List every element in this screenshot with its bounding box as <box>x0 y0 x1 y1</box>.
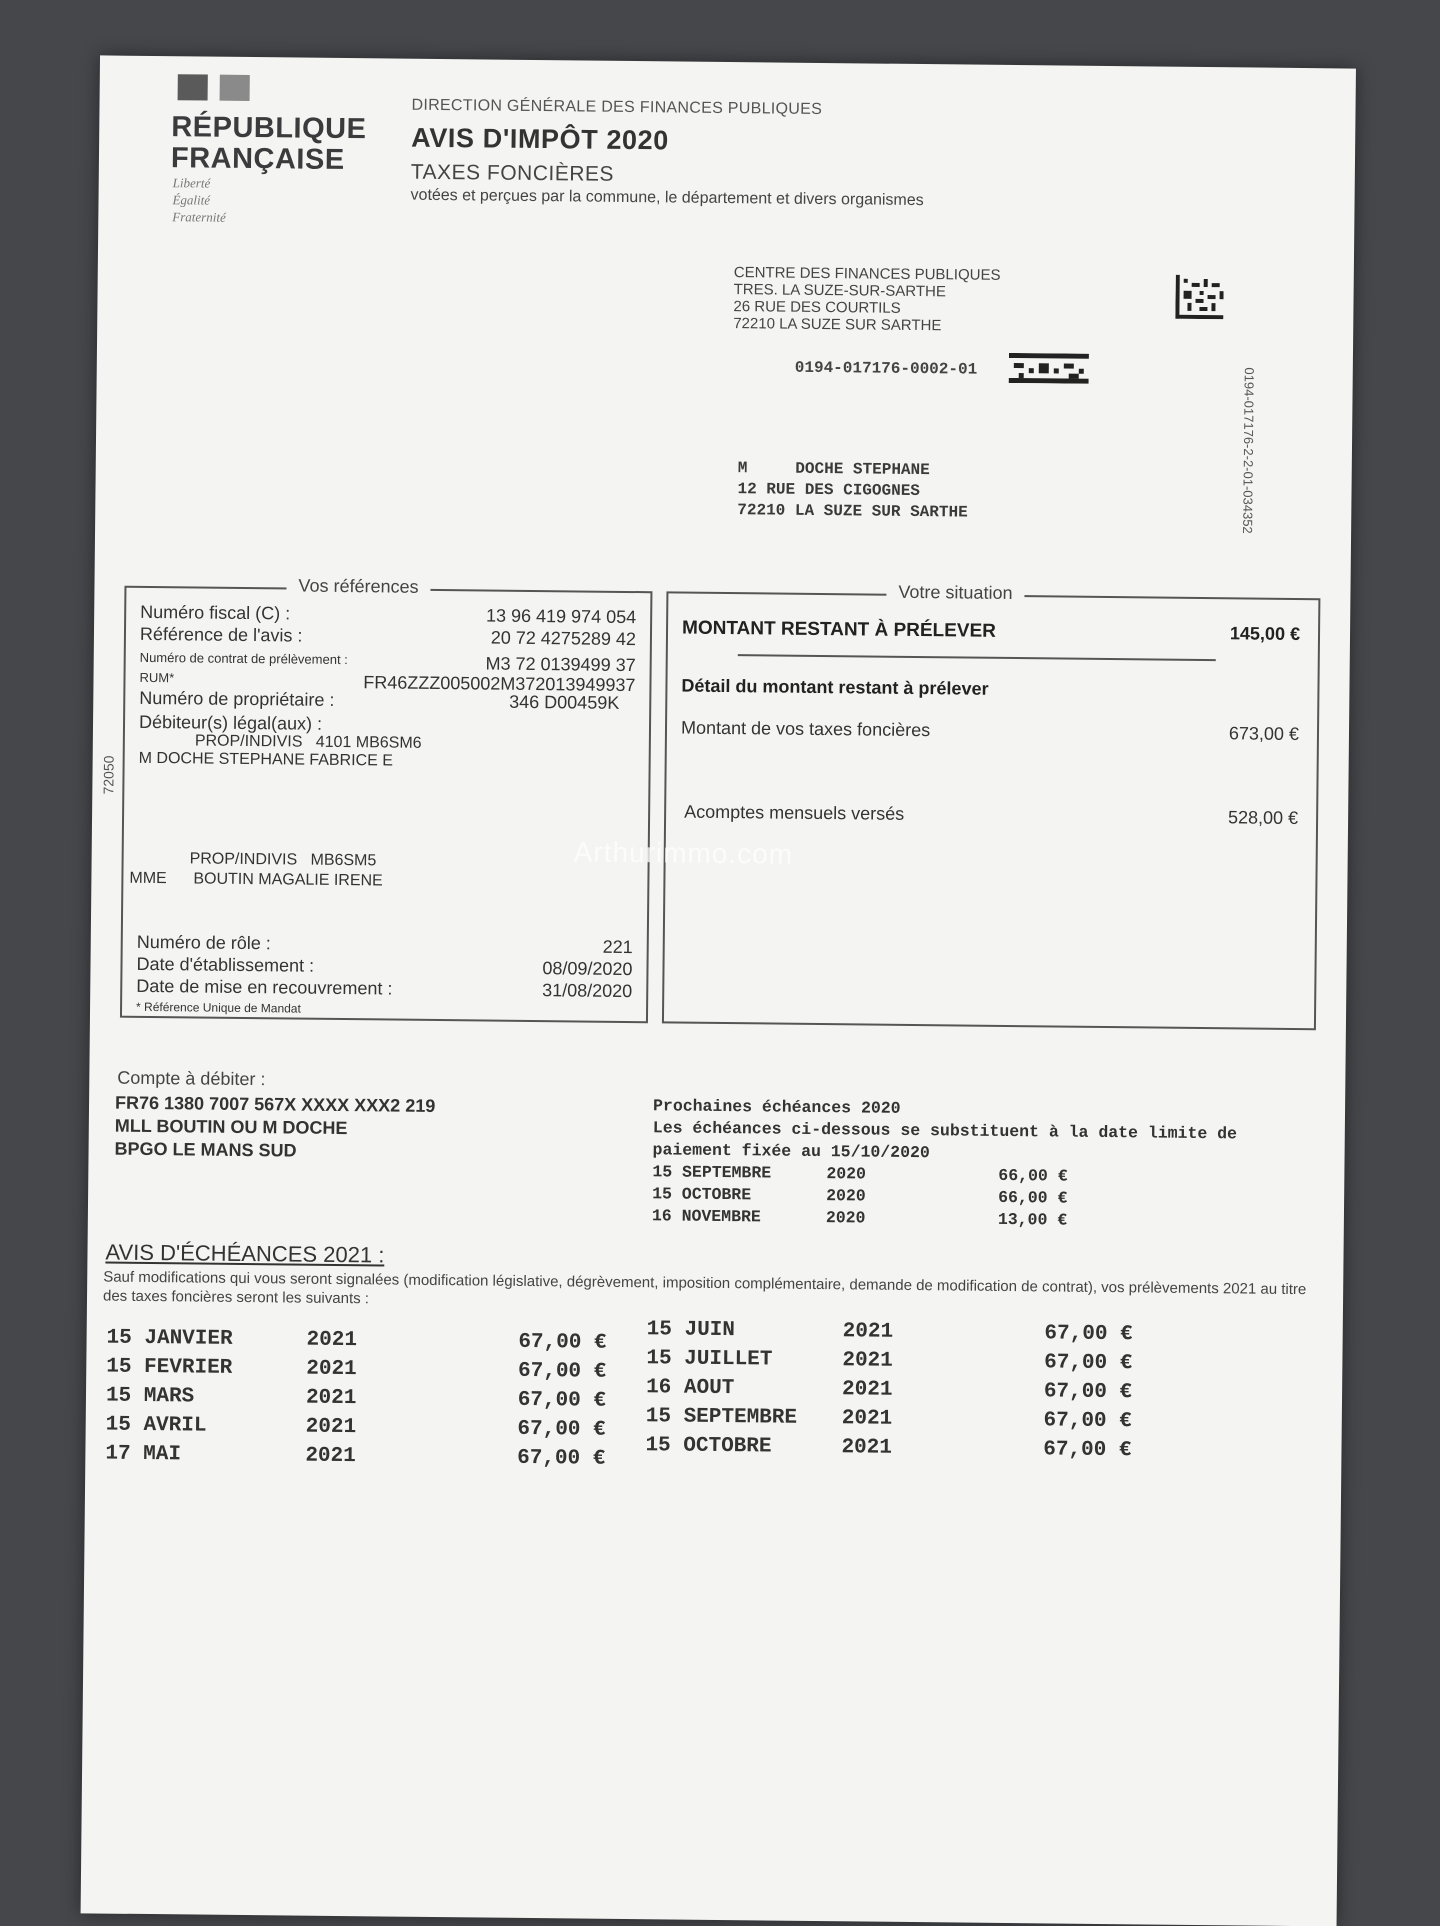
recipient-address: M DOCHE STEPHANE 12 RUE DES CIGOGNES 72210 LA SUZE SUR SARTHE <box>737 459 968 522</box>
payment-row: 15 SEPTEMBRE 2020 66,00 € <box>652 1162 1068 1186</box>
remaining-amount-title: MONTANT RESTANT À PRÉLEVER <box>681 617 997 642</box>
document-description: votées et perçues par la commune, le département et divers organismes <box>410 186 924 210</box>
notice-reference-number: 0194-017176-0002-01 <box>794 358 978 379</box>
schedule-row: 15 OCTOBRE 2021 67,00 € <box>645 1434 1132 1463</box>
remaining-detail-heading: Détail du montant restant à prélever <box>681 675 989 699</box>
payment-row: 16 NOVEMBRE 2020 13,00 € <box>651 1206 1068 1230</box>
iban: FR76 1380 7007 567X XXXX XXX2 219 <box>114 1092 436 1116</box>
datamatrix-code-icon <box>1175 275 1223 320</box>
republic-motto: Liberté Égalité Fraternité <box>172 175 226 225</box>
schedule-2021-title: AVIS D'ÉCHÉANCES 2021 : <box>105 1239 385 1268</box>
schedule-row: 15 MARS 2021 67,00 € <box>105 1384 607 1413</box>
debtor1-name: M DOCHE STEPHANE FABRICE E <box>138 749 394 770</box>
situation-box <box>662 581 1320 1030</box>
references-legend: Vos références <box>286 575 430 598</box>
debit-account <box>114 1092 435 1164</box>
schedule-2021-right <box>645 1315 1132 1465</box>
situation-legend: Votre situation <box>886 582 1024 604</box>
watermark: Arthurimmo.com <box>573 836 794 870</box>
recovery-date-label: Date de mise en recouvrement : <box>136 975 393 999</box>
rum-footnote: * Référence Unique de Mandat <box>135 999 301 1016</box>
debtor2-status: PROP/INDIVIS MB6SM5 <box>189 850 377 870</box>
marianne-logo <box>178 74 250 101</box>
republique-francaise-label: RÉPUBLIQUE FRANÇAISE <box>170 111 367 176</box>
remaining-amount: 145,00 € <box>1229 623 1301 645</box>
property-tax-label: Montant de vos taxes foncières <box>680 717 931 741</box>
document-title: AVIS D'IMPÔT 2020 <box>411 122 670 156</box>
contract-label: Numéro de contrat de prélèvement : <box>139 649 348 668</box>
property-tax-amount: 673,00 € <box>1228 723 1300 745</box>
side-department-code: 72050 <box>100 755 117 795</box>
rum-value: FR46ZZZ005002M372013949937 <box>363 672 636 696</box>
tax-notice-paper <box>81 55 1356 1926</box>
fiscal-number: 13 96 419 974 054 <box>485 605 637 628</box>
schedule-row: 15 JUILLET 2021 67,00 € <box>646 1347 1133 1376</box>
schedule-row: 16 AOUT 2021 67,00 € <box>645 1376 1133 1405</box>
debtor1-status: PROP/INDIVIS 4101 MB6SM6 <box>194 732 422 752</box>
role-label: Numéro de rôle : <box>136 931 271 954</box>
divider <box>738 654 1216 661</box>
establishment-date-label: Date d'établissement : <box>136 953 315 976</box>
establishment-date: 08/09/2020 <box>542 958 633 980</box>
debit-account-label: Compte à débiter : <box>117 1067 266 1090</box>
role-number: 221 <box>602 936 633 958</box>
account-holder: MLL BOUTIN OU M DOCHE <box>114 1115 348 1139</box>
schedule-2021-text: Sauf modifications qui vous seront signalées (modification législative, dégrèvement, imposition complémentaire, demande de modification de contrat), vos prélèvements 2021 au titre des taxes foncières seront les suivants : <box>102 1268 1307 1308</box>
schedule-2021-left <box>105 1324 606 1474</box>
schedule-row: 17 MAI 2021 67,00 € <box>105 1442 606 1471</box>
references-box <box>120 575 652 1024</box>
rum-label: RUM* <box>139 669 175 686</box>
upcoming-payments-title: Prochaines échéances 2020 <box>652 1096 901 1118</box>
schedule-row: 15 JANVIER 2021 67,00 € <box>106 1326 607 1355</box>
upcoming-payments-2020 <box>652 1095 1238 1233</box>
owner-number: 346 D00459K <box>509 691 620 713</box>
owner-number-label: Numéro de propriétaire : <box>139 687 335 710</box>
schedule-row: 15 AVRIL 2021 67,00 € <box>105 1413 606 1442</box>
schedule-row: 15 SEPTEMBRE 2021 67,00 € <box>645 1405 1132 1434</box>
schedule-row: 15 JUIN 2021 67,00 € <box>646 1318 1133 1347</box>
debtors-label: Débiteur(s) légal(aux) : <box>138 711 323 734</box>
barcode-icon <box>1009 353 1089 384</box>
recovery-date: 31/08/2020 <box>542 980 633 1002</box>
notice-ref: 20 72 4275289 42 <box>490 627 637 650</box>
notice-ref-label: Référence de l'avis : <box>139 623 303 646</box>
payment-row: 15 OCTOBRE 2020 66,00 € <box>652 1184 1068 1208</box>
schedule-row: 15 FEVRIER 2021 67,00 € <box>106 1355 607 1384</box>
debtor2-name: MME BOUTIN MAGALIE IRENE <box>129 869 383 890</box>
tax-centre-address: CENTRE DES FINANCES PUBLIQUES TRES. LA SUZE-SUR-SARTHE 26 RUE DES COURTILS 72210 LA SUZE SUR SARTHE <box>733 264 1001 335</box>
monthly-payments-label: Acomptes mensuels versés <box>684 801 905 824</box>
monthly-payments-amount: 528,00 € <box>1227 807 1299 829</box>
fiscal-number-label: Numéro fiscal (C) : <box>140 601 291 624</box>
upcoming-payments-note-2: paiement fixée au 15/10/2020 <box>652 1140 930 1163</box>
bank-name: BPGO LE MANS SUD <box>114 1138 297 1161</box>
dgfip-label: DIRECTION GÉNÉRALE DES FINANCES PUBLIQUES <box>411 96 823 118</box>
upcoming-payments-note: Les échéances ci-dessous se substituent à la date limite de <box>652 1118 1238 1144</box>
contract-number: M3 72 0139499 37 <box>485 653 636 676</box>
side-barcode-number: 0194-017176-2-2-01-034352 <box>1240 367 1257 534</box>
document-subtitle: TAXES FONCIÈRES <box>410 160 615 186</box>
